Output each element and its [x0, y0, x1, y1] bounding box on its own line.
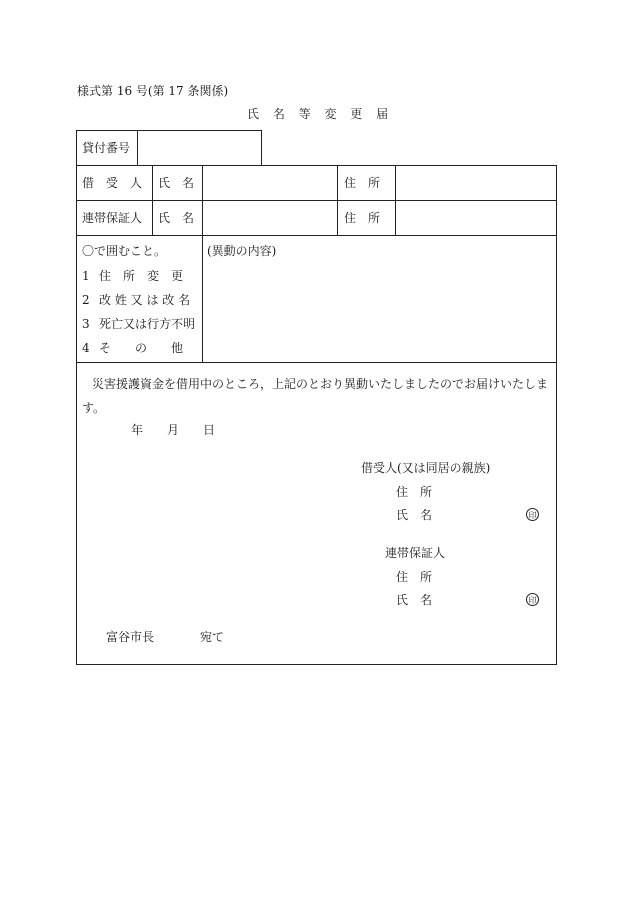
borrower-signature-heading: 借受人(又は同居の親族): [361, 461, 491, 475]
main-table: [76, 165, 557, 665]
loan-number-label: 貸付番号: [82, 141, 131, 155]
date-month: 月: [167, 423, 180, 437]
option-2-number: 2: [82, 293, 90, 307]
option-1-number: 1: [82, 269, 90, 283]
change-instruction: 〇で囲むこと。: [82, 244, 167, 258]
addressee-suffix: 宛て: [200, 630, 225, 644]
option-4-text: そ の 他: [99, 341, 184, 355]
addressee-name: 富谷市長: [106, 630, 155, 644]
guarantor-seal-icon: 印: [526, 593, 539, 606]
col-divider-label: [152, 165, 153, 235]
guarantor-name-label: 氏 名: [158, 211, 195, 225]
statement-line-2: す。: [82, 401, 106, 415]
document-title: 氏 名 等 変 更 届: [247, 107, 389, 121]
guarantor-label: 連帯保証人: [82, 211, 143, 225]
row-divider-1: [76, 200, 557, 201]
change-details-label: (異動の内容): [207, 244, 277, 258]
borrower-address-label: 住 所: [344, 176, 381, 190]
borrower-signature-name: 氏 名: [396, 508, 433, 522]
guarantor-signature-name: 氏 名: [396, 593, 433, 607]
borrower-label: 借 受 人: [82, 176, 143, 190]
guarantor-signature-heading: 連帯保証人: [385, 546, 446, 560]
date-day: 日: [203, 423, 216, 437]
form-number: 様式第 16 号(第 17 条関係): [77, 84, 229, 98]
statement-line-1: 災害援護資金を借用中のところ，上記のとおり異動いたしましたのでお届けいたしま: [92, 377, 549, 391]
loan-number-divider: [137, 130, 138, 166]
borrower-signature-address: 住 所: [396, 485, 433, 499]
row-divider-2: [76, 235, 557, 236]
date-year: 年: [131, 423, 144, 437]
option-2-text: 改 姓 又 は 改 名: [99, 293, 191, 307]
borrower-seal-icon: 印: [526, 508, 539, 521]
col-divider-name: [202, 165, 203, 362]
option-3-number: 3: [82, 317, 90, 331]
borrower-name-label: 氏 名: [158, 176, 195, 190]
col-divider-address: [395, 165, 396, 235]
guarantor-address-label: 住 所: [344, 211, 381, 225]
row-divider-3: [76, 362, 557, 363]
col-divider-address-label: [337, 165, 338, 235]
option-4-number: 4: [82, 341, 90, 355]
guarantor-signature-address: 住 所: [396, 570, 433, 584]
option-1-text: 住 所 変 更: [99, 269, 184, 283]
option-3-text: 死亡又は行方不明: [99, 317, 196, 331]
